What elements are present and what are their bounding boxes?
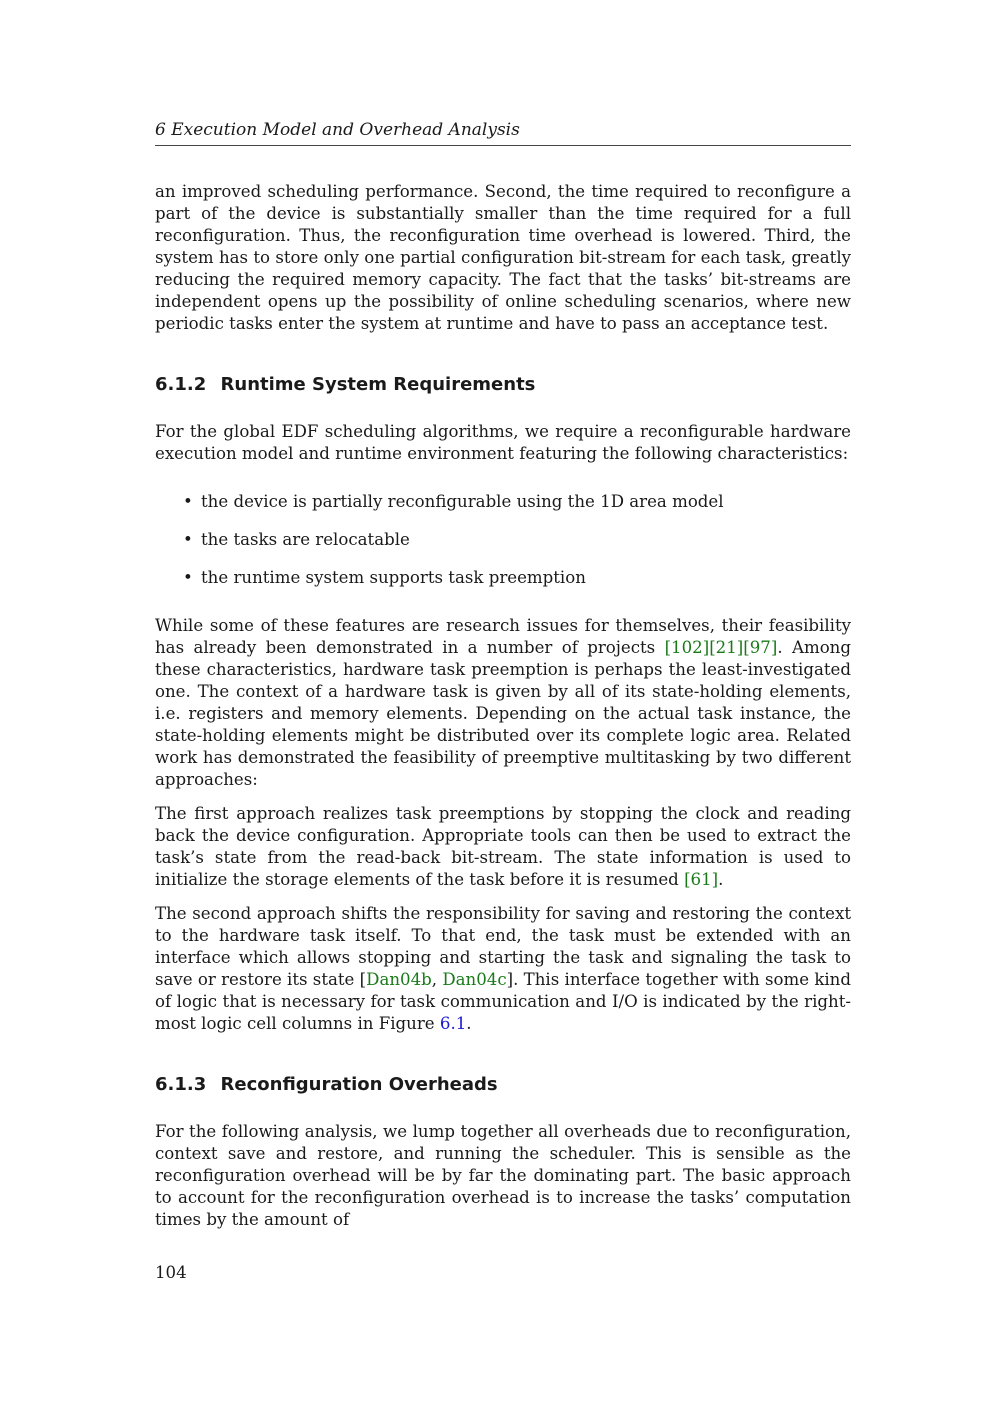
section-title: Runtime System Requirements	[220, 374, 536, 395]
requirements-list	[155, 491, 851, 589]
section-heading-6-1-3	[155, 1073, 851, 1097]
section-number: 6.1.3	[155, 1074, 207, 1095]
page-number: 104	[155, 1263, 187, 1282]
paragraph-text: The second approach shifts the responsibility for saving and restoring the context to the hardware task itself. To that end, the task must be extended with an interface which allows stopping and starting the task and signaling the task to save or restore its state [	[155, 904, 851, 989]
citation-link[interactable]: Dan04b	[366, 970, 432, 989]
intro-paragraph: an improved scheduling performance. Second, the time required to reconfigure a part of the device is substantially smaller than the time required for a full reconfiguration. Thus, the reconfiguration time overhead is lowered. Third, the system has to store only one partial configuration bit-stream for each task, greatly reducing the required memory capacity. The fact that the tasks’ bit-streams are independent opens up the possibility of online scheduling scenarios, where new periodic tasks enter the system at runtime and have to pass an acceptance test.	[155, 182, 851, 333]
bullet-icon: •	[183, 492, 193, 511]
paragraph-text: The first approach realizes task preemptions by stopping the clock and reading back the device configuration. Appropriate tools can then be used to extract the task’s state from the read-back bit-stream. The state information is used to initialize the storage elements of the task before it is resumed	[155, 804, 851, 889]
section-number: 6.1.2	[155, 374, 207, 395]
paragraph-text: ]. This interface together with some kind of logic that is necessary for task communication and I/O is indicated by the right-most logic cell columns in Figure	[155, 970, 851, 1033]
citation-link[interactable]: [102]	[664, 638, 710, 657]
citation-link[interactable]: [21]	[709, 638, 744, 657]
paragraph-text: .	[466, 1014, 472, 1033]
section-612-paragraph-1	[155, 615, 851, 791]
citation-separator: ,	[431, 970, 443, 989]
citation-link[interactable]: Dan04c	[442, 970, 507, 989]
section-612-paragraph-3	[155, 903, 851, 1035]
citation-link[interactable]: [97]	[743, 638, 778, 657]
page-body	[155, 181, 851, 1243]
list-item-text: the device is partially reconfigurable using the 1D area model	[201, 492, 724, 511]
section-heading-6-1-2	[155, 373, 851, 397]
figure-reference-link[interactable]: 6.1	[439, 1014, 467, 1033]
section-612-paragraph-2	[155, 803, 851, 891]
citation-link[interactable]: [61]	[684, 870, 719, 889]
list-item-text: the tasks are relocatable	[201, 530, 410, 549]
list-item	[155, 529, 851, 551]
list-item-text: the runtime system supports task preemption	[201, 568, 586, 587]
paragraph-text: While some of these features are research issues for themselves, their feasibility has already been demonstrated in a number of projects	[155, 616, 851, 657]
bullet-icon: •	[183, 530, 193, 549]
section-612-lead: For the global EDF scheduling algorithms, we require a reconfigurable hardware execution model and runtime environment featuring the following characteristics:	[155, 422, 851, 463]
section-613-paragraph-1: For the following analysis, we lump together all overheads due to reconfiguration, context save and restore, and running the scheduler. This is sensible as the reconfiguration overhead will be by far the dominating part. The basic approach to account for the reconfiguration overhead is to increase the tasks’ computation times by the amount of	[155, 1122, 851, 1229]
list-item	[155, 567, 851, 589]
bullet-icon: •	[183, 568, 193, 587]
section-title: Reconfiguration Overheads	[220, 1074, 498, 1095]
paragraph-text: . Among these characteristics, hardware task preemption is perhaps the least-investigated one. The context of a hardware task is given by all of its state-holding elements, i.e. registers and memory elements. Depending on the actual task instance, the state-holding elements might be distributed over its complete logic area. Related work has demonstrated the feasibility of preemptive multitasking by two different approaches:	[155, 638, 851, 789]
running-head: 6 Execution Model and Overhead Analysis	[155, 118, 851, 146]
paragraph-text: .	[718, 870, 724, 889]
list-item	[155, 491, 851, 513]
